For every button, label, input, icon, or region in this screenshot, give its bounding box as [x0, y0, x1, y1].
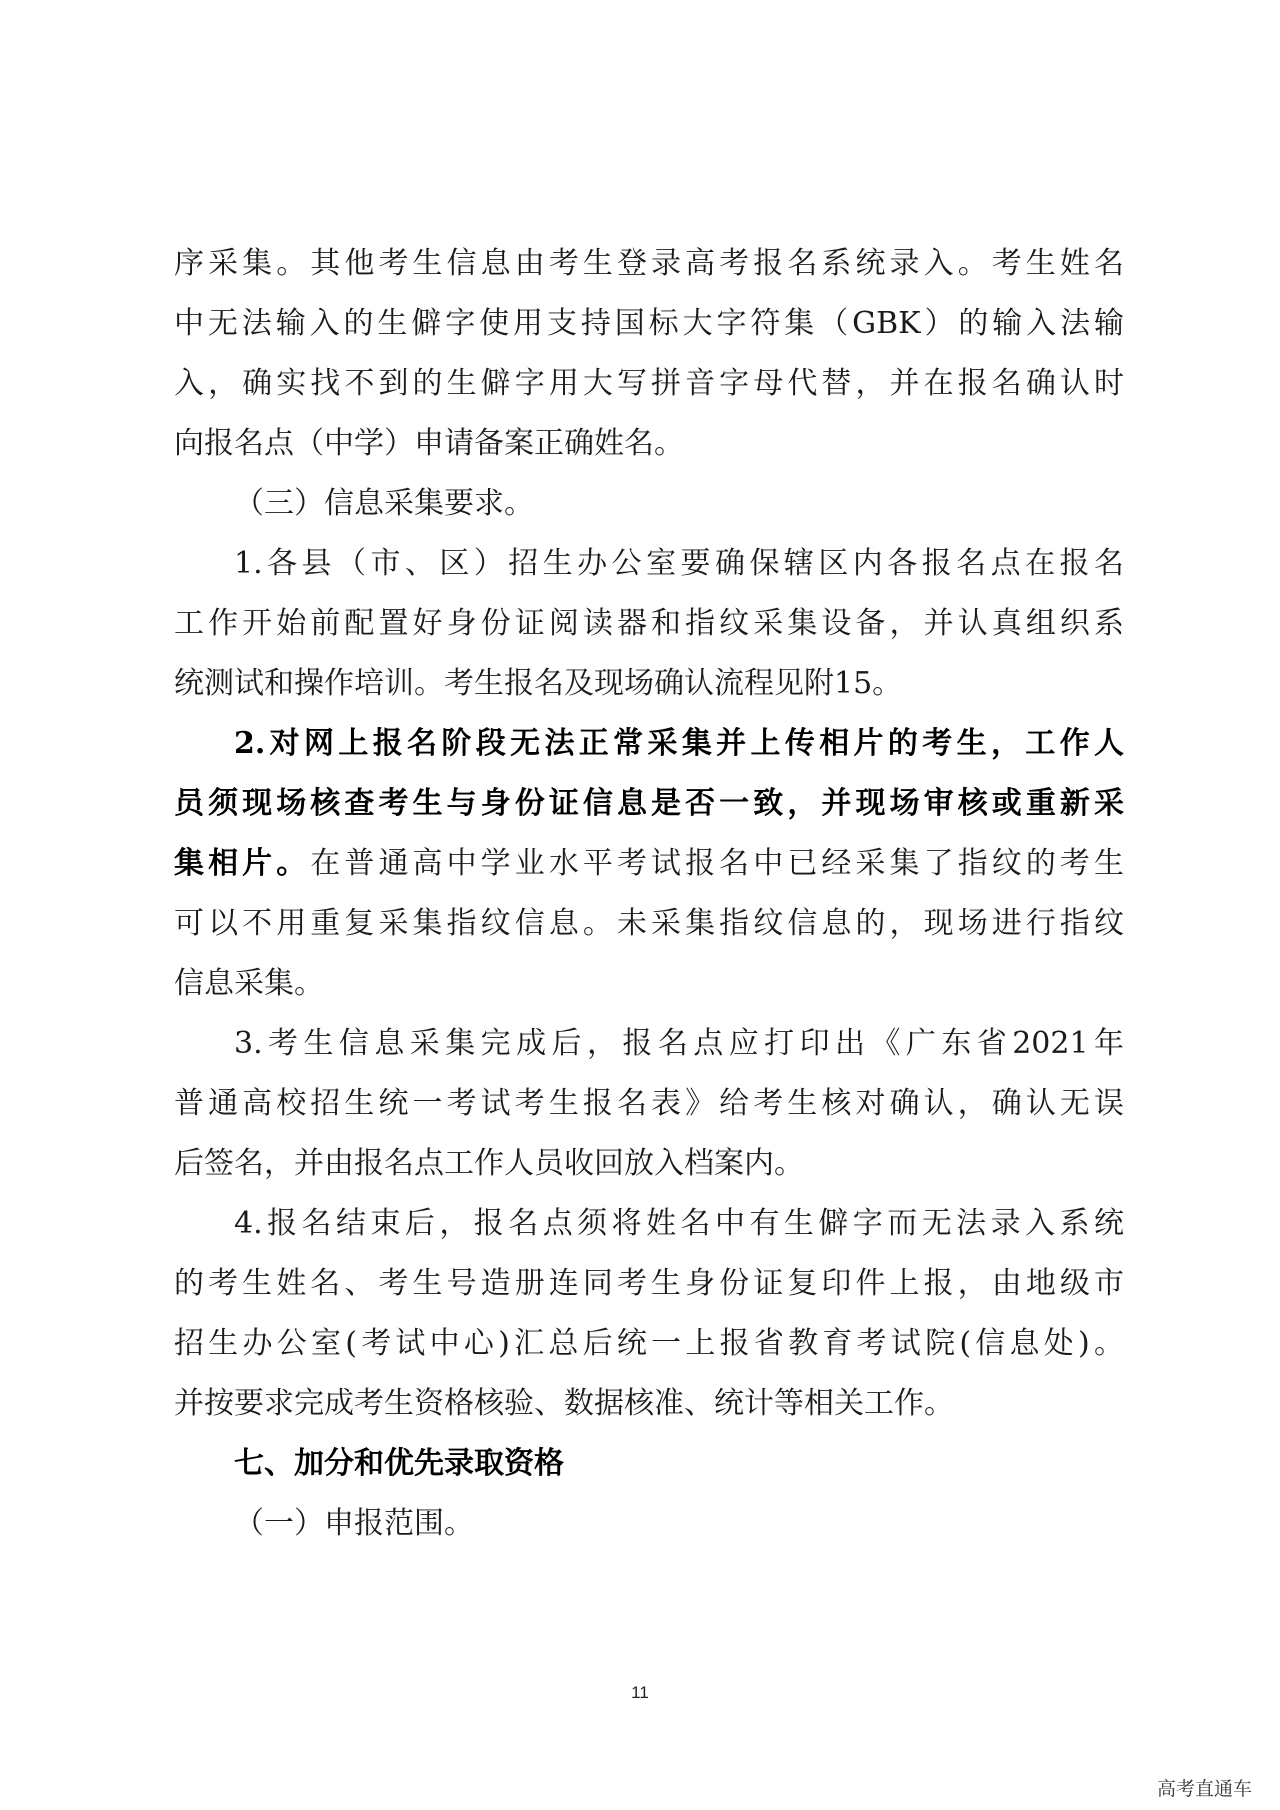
item-2-line: 信息采集。: [174, 966, 324, 1001]
item-2-bold-line: 员须现场核查考生与身份证信息是否一致，并现场审核或重新采: [174, 786, 1124, 821]
chapter-heading-7: 七、加分和优先录取资格: [234, 1446, 564, 1481]
item-1-line: 1.各县（市、区）招生办公室要确保辖区内各报名点在报名: [234, 546, 1124, 581]
item-4-line: 4.报名结束后，报名点须将姓名中有生僻字而无法录入系统: [234, 1206, 1124, 1241]
paragraph-line: 中无法输入的生僻字使用支持国标大字符集（GBK）的输入法输: [174, 306, 1124, 341]
item-3-line: 3.考生信息采集完成后，报名点应打印出《广东省2021年: [234, 1026, 1124, 1061]
paragraph-line: 序采集。其他考生信息由考生登录高考报名系统录入。考生姓名: [174, 246, 1124, 281]
item-3-line: 后签名，并由报名点工作人员收回放入档案内。: [174, 1146, 804, 1181]
page-number: 11: [631, 1683, 649, 1702]
item-4-line: 并按要求完成考生资格核验、数据核准、统计等相关工作。: [174, 1386, 954, 1421]
item-2-bold-text: 集相片。: [174, 846, 311, 881]
item-2-normal-text: 在普通高中学业水平考试报名中已经采集了指纹的考生: [310, 846, 1124, 881]
item-4-line: 的考生姓名、考生号造册连同考生身份证复印件上报，由地级市: [174, 1266, 1124, 1301]
body-text: [174, 234, 1124, 1554]
item-2-mixed-line: [174, 834, 1124, 894]
item-1-line: 工作开始前配置好身份证阅读器和指纹采集设备，并认真组织系: [174, 606, 1124, 641]
section-heading-3: （三）信息采集要求。: [234, 486, 534, 521]
paragraph-line: 入，确实找不到的生僻字用大写拼音字母代替，并在报名确认时: [174, 366, 1124, 401]
item-3-line: 普通高校招生统一考试考生报名表》给考生核对确认，确认无误: [174, 1086, 1124, 1121]
section-heading-1: （一）申报范围。: [234, 1506, 474, 1541]
item-1-line: 统测试和操作培训。考生报名及现场确认流程见附15。: [174, 666, 903, 701]
watermark-text: 高考直通车: [1156, 1778, 1252, 1800]
item-4-line: 招生办公室(考试中心)汇总后统一上报省教育考试院(信息处)。: [174, 1326, 1124, 1361]
item-2-bold-line: 2.对网上报名阶段无法正常采集并上传相片的考生，工作人: [234, 726, 1124, 761]
item-2-line: 可以不用重复采集指纹信息。未采集指纹信息的，现场进行指纹: [174, 906, 1124, 941]
paragraph-line: 向报名点（中学）申请备案正确姓名。: [174, 426, 684, 461]
